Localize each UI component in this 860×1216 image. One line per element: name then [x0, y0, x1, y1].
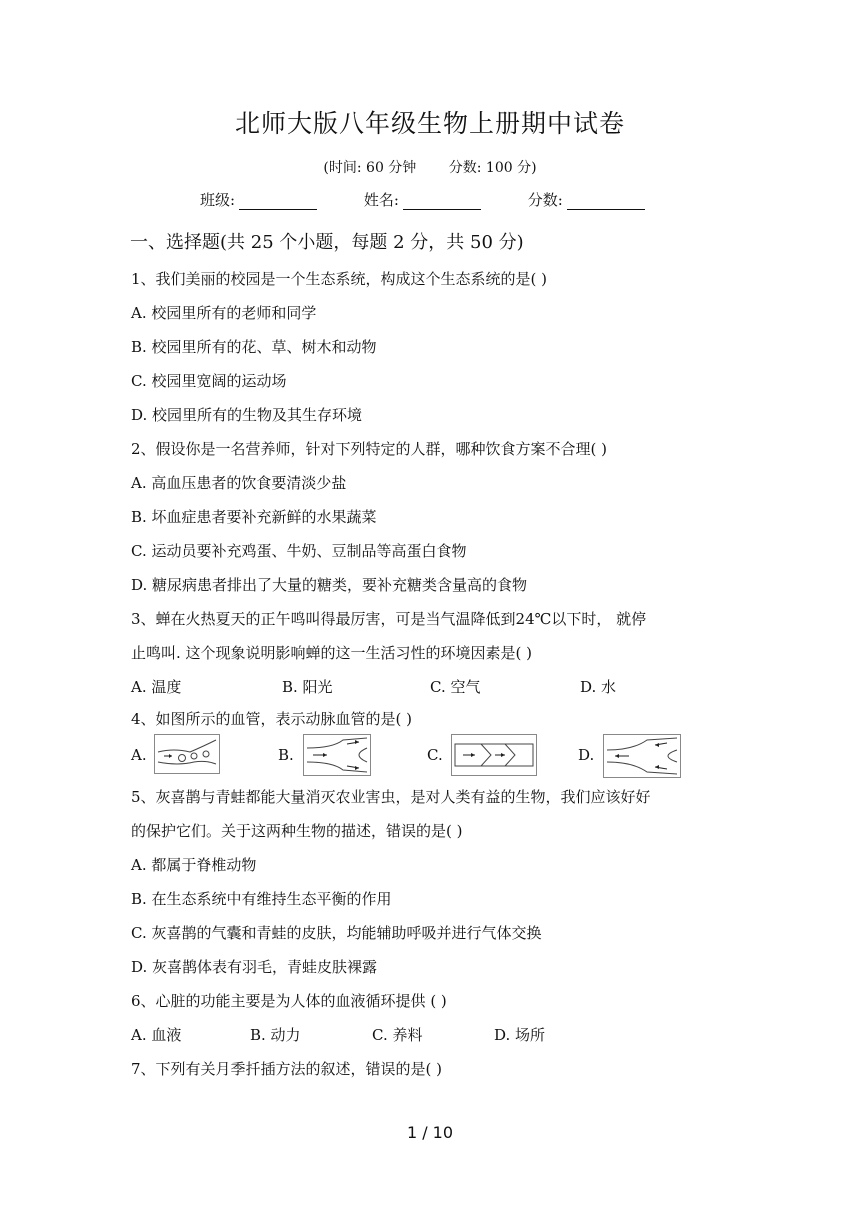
- class-label: 班级:: [200, 191, 236, 209]
- exam-meta: [0, 157, 860, 177]
- q2-option-c: C. 运动员要补充鸡蛋、牛奶、豆制品等高蛋白食物: [131, 542, 467, 560]
- q2-option-d: D. 糖尿病患者排出了大量的糖类，要补充糖类含量高的食物: [131, 576, 528, 594]
- q6-option-d: D. 场所: [494, 1026, 546, 1044]
- vessel-converging-image: [603, 734, 681, 778]
- q5-option-c: C. 灰喜鹊的气囊和青蛙的皮肤，均能辅助呼吸并进行气体交换: [131, 924, 542, 942]
- q5-option-a: A. 都属于脊椎动物: [131, 856, 257, 874]
- q5-option-d: D. 灰喜鹊体表有羽毛，青蛙皮肤裸露: [131, 958, 378, 976]
- q6-option-a: A. 血液: [131, 1026, 182, 1044]
- name-label: 姓名:: [363, 191, 399, 209]
- question-5-stem-line2: 的保护它们。关于这两种生物的描述，错误的是( ): [131, 822, 463, 840]
- question-1-stem: 1、我们美丽的校园是一个生态系统，构成这个生态系统的是( ): [131, 270, 548, 288]
- q3-option-d: D. 水: [580, 678, 617, 696]
- question-6-stem: 6、心脏的功能主要是为人体的血液循环提供 ( ): [131, 992, 447, 1010]
- exam-title: 北师大版八年级生物上册期中试卷: [234, 109, 625, 138]
- q3-option-b: B. 阳光: [282, 678, 333, 696]
- question-3-stem-line1: 3、蝉在火热夏天的正午鸣叫得最厉害，可是当气温降低到24℃以下时， 就停: [131, 610, 647, 628]
- question-3-stem-line2: 止鸣叫. 这个现象说明影响蝉的这一生活习性的环境因素是( ): [131, 644, 533, 662]
- q1-option-b: B. 校园里所有的花、草、树木和动物: [131, 338, 377, 356]
- student-info: [200, 189, 687, 210]
- question-4-stem: 4、如图所示的血管，表示动脉血管的是( ): [131, 710, 413, 728]
- question-7-stem: 7、下列有关月季扦插方法的叙述，错误的是( ): [131, 1060, 443, 1078]
- q2-option-a: A. 高血压患者的饮食要清淡少盐: [131, 474, 347, 492]
- q6-option-b: B. 动力: [250, 1026, 301, 1044]
- q3-option-a: A. 温度: [131, 678, 182, 696]
- vessel-branching-image: [303, 734, 371, 776]
- q1-option-d: D. 校园里所有的生物及其生存环境: [131, 406, 363, 424]
- question-2-stem: 2、假设你是一名营养师，针对下列特定的人群，哪种饮食方案不合理( ): [131, 440, 608, 458]
- class-blank[interactable]: [239, 193, 317, 210]
- page-number: 1 / 10: [406, 1123, 454, 1142]
- q6-option-c: C. 养料: [372, 1026, 423, 1044]
- vessel-valve-image: [451, 734, 537, 776]
- vessel-capillary-image: [154, 734, 220, 774]
- q5-option-b: B. 在生态系统中有维持生态平衡的作用: [131, 890, 392, 908]
- question-5-stem-line1: 5、灰喜鹊与青蛙都能大量消灭农业害虫，是对人类有益的生物，我们应该好好: [131, 788, 651, 806]
- q4-option-a: A.: [131, 746, 147, 764]
- q4-option-c: C.: [427, 746, 443, 764]
- score-blank[interactable]: [567, 193, 645, 210]
- q4-option-b: B.: [278, 746, 294, 764]
- q1-option-a: A. 校园里所有的老师和同学: [131, 304, 317, 322]
- section-heading: 一、选择题(共 25 个小题，每题 2 分，共 50 分): [130, 232, 524, 253]
- score-label: 分数:: [527, 191, 563, 209]
- q2-option-b: B. 坏血症患者要补充新鲜的水果蔬菜: [131, 508, 377, 526]
- q4-option-d: D.: [578, 746, 595, 764]
- q1-option-c: C. 校园里宽阔的运动场: [131, 372, 287, 390]
- name-blank[interactable]: [403, 193, 481, 210]
- score-info: 分数: 100 分): [448, 160, 537, 176]
- q3-option-c: C. 空气: [430, 678, 481, 696]
- time-info: (时间: 60 分钟: [323, 160, 417, 176]
